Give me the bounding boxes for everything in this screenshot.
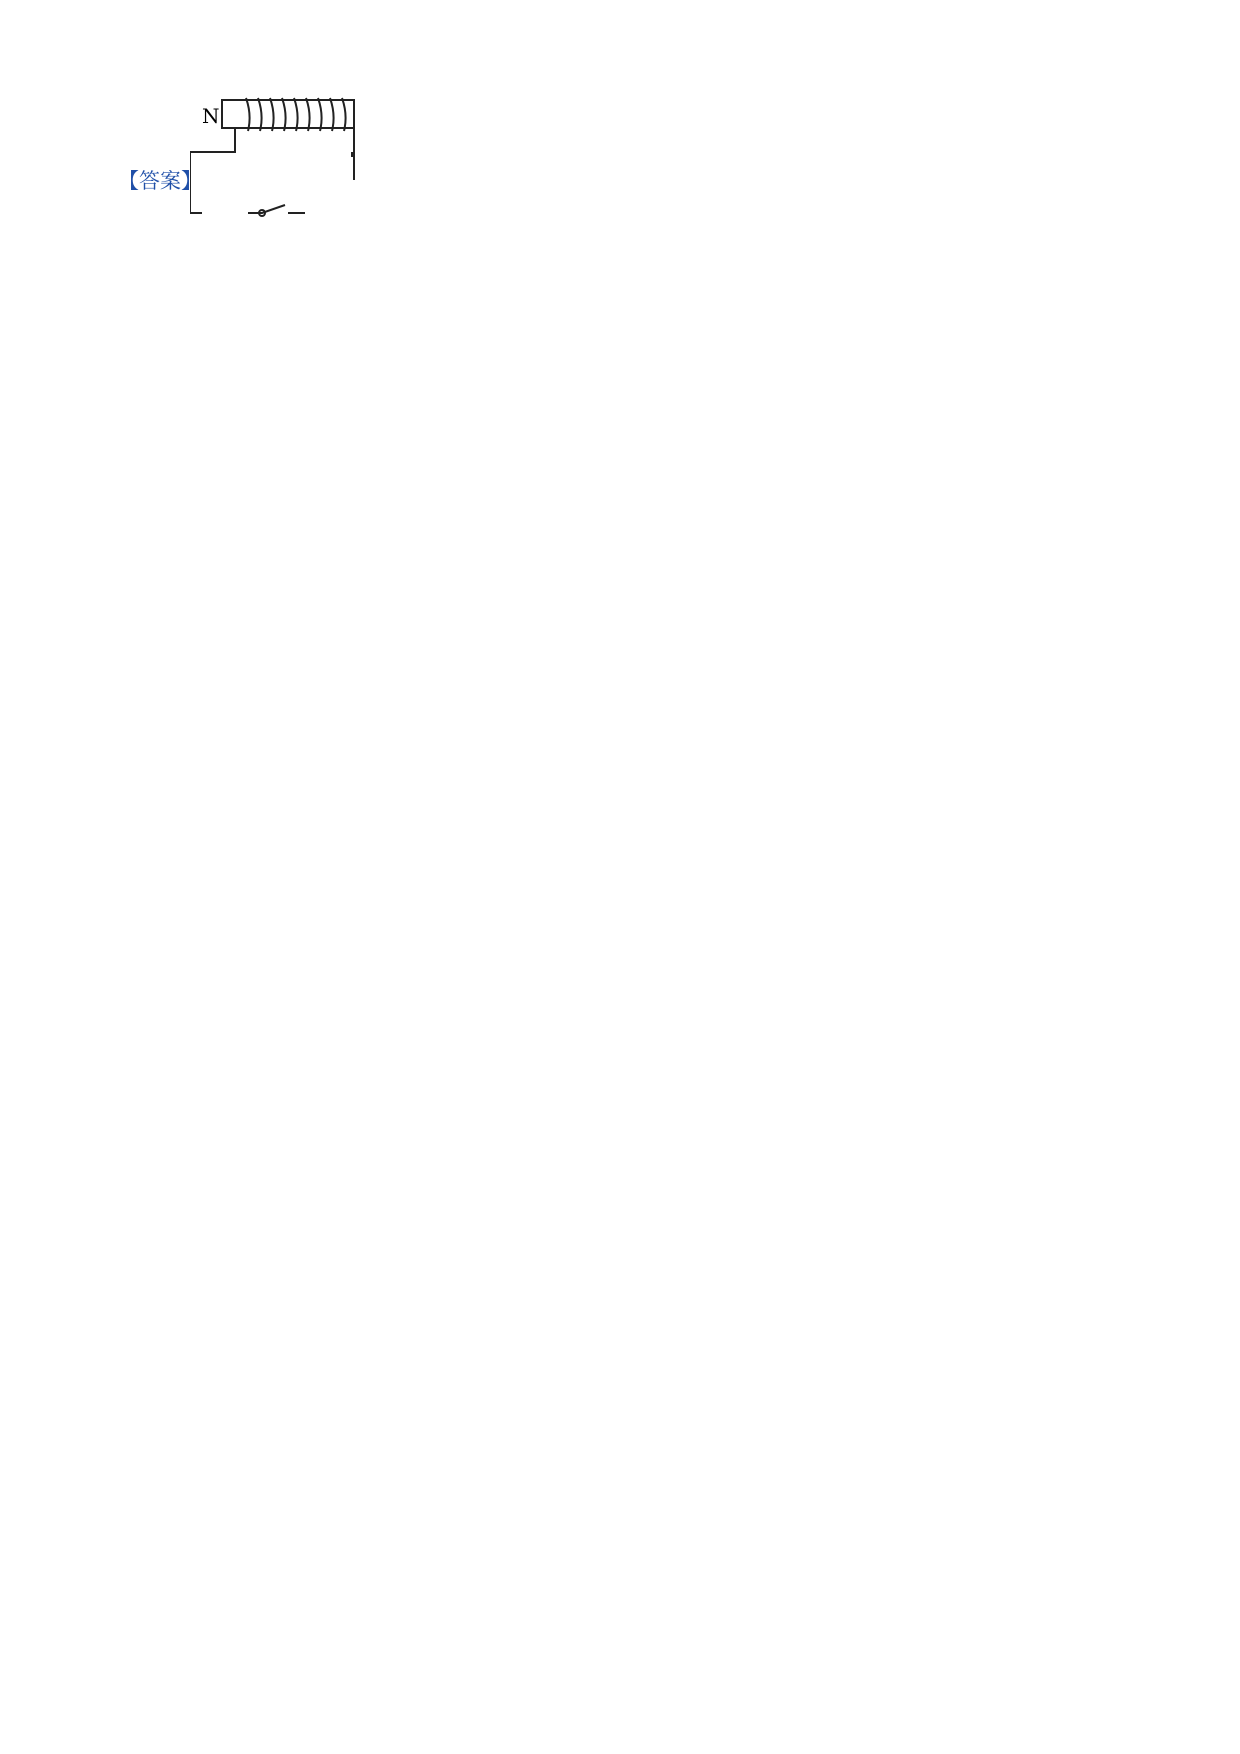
solenoid-n-label: N [202, 104, 220, 128]
answer-circuit-diagram [190, 95, 610, 255]
answer-label: 【答案】 [118, 169, 202, 193]
